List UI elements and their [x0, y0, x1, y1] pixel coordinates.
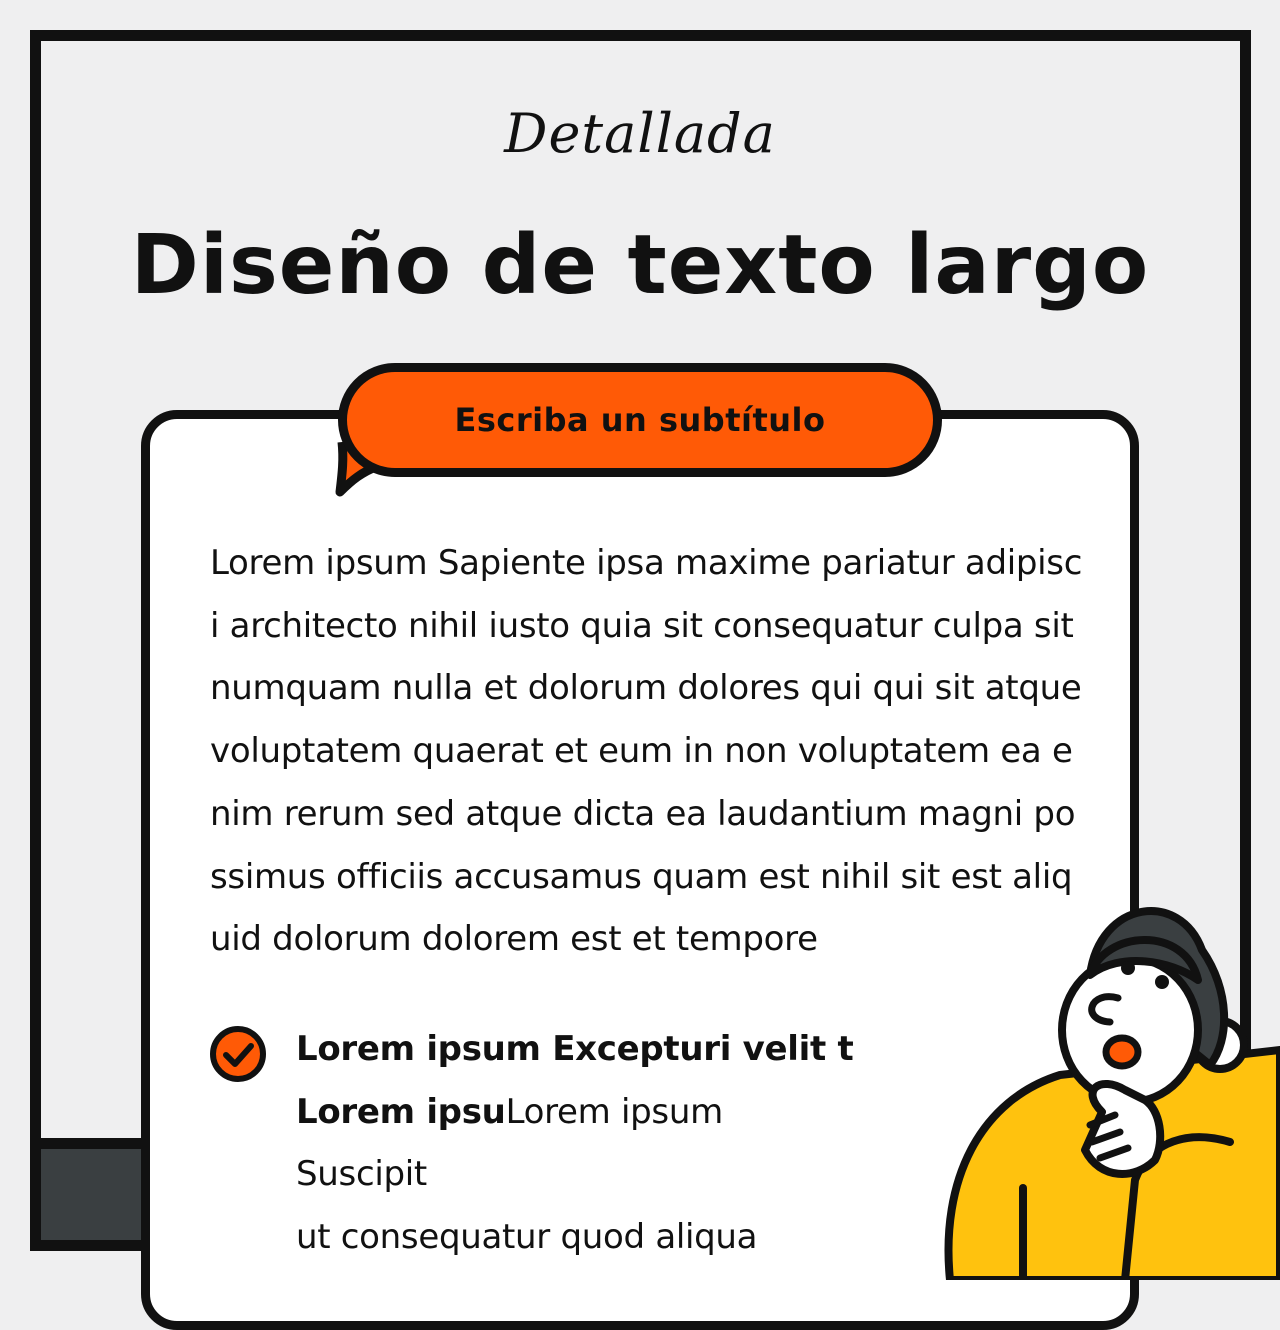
bullet-line-1 — [296, 1018, 856, 1081]
body-paragraph: Lorem ipsum Sapiente ipsa maxime pariatur adipisci architecto nihil iusto quia sit consequatur culpa sit numquam nulla et dolorum dolores qui qui sit atque voluptatem quaerat et eum in non voluptatem ea enim rerum sed atque dicta ea laudantium magni possimus officiis accusamus quam est nihil sit est aliquid dolorum dolorem est et tempore — [210, 543, 1083, 960]
bullet-item — [296, 1018, 856, 1269]
eyebrow-label: Detallada — [504, 102, 776, 165]
bullet-line-2 — [296, 1081, 856, 1206]
check-circle-icon — [208, 1024, 268, 1084]
bullet-line-1-bold: Lorem ipsum Excepturi velit t — [296, 1029, 854, 1069]
bullet-line-3-regular: ut consequatur quod aliqua — [296, 1217, 758, 1258]
bullet-line-2-regular: Lorem ipsum Suscipit — [296, 1091, 723, 1195]
thinking-person-illustration — [930, 880, 1280, 1280]
bullet-line-3 — [296, 1206, 856, 1269]
subtitle-text: Escriba un subtítulo — [454, 401, 826, 439]
page-title: Diseño de texto largo — [130, 218, 1150, 313]
bullet-line-2-bold: Lorem ipsu — [296, 1091, 506, 1132]
subtitle-bubble — [338, 363, 942, 477]
